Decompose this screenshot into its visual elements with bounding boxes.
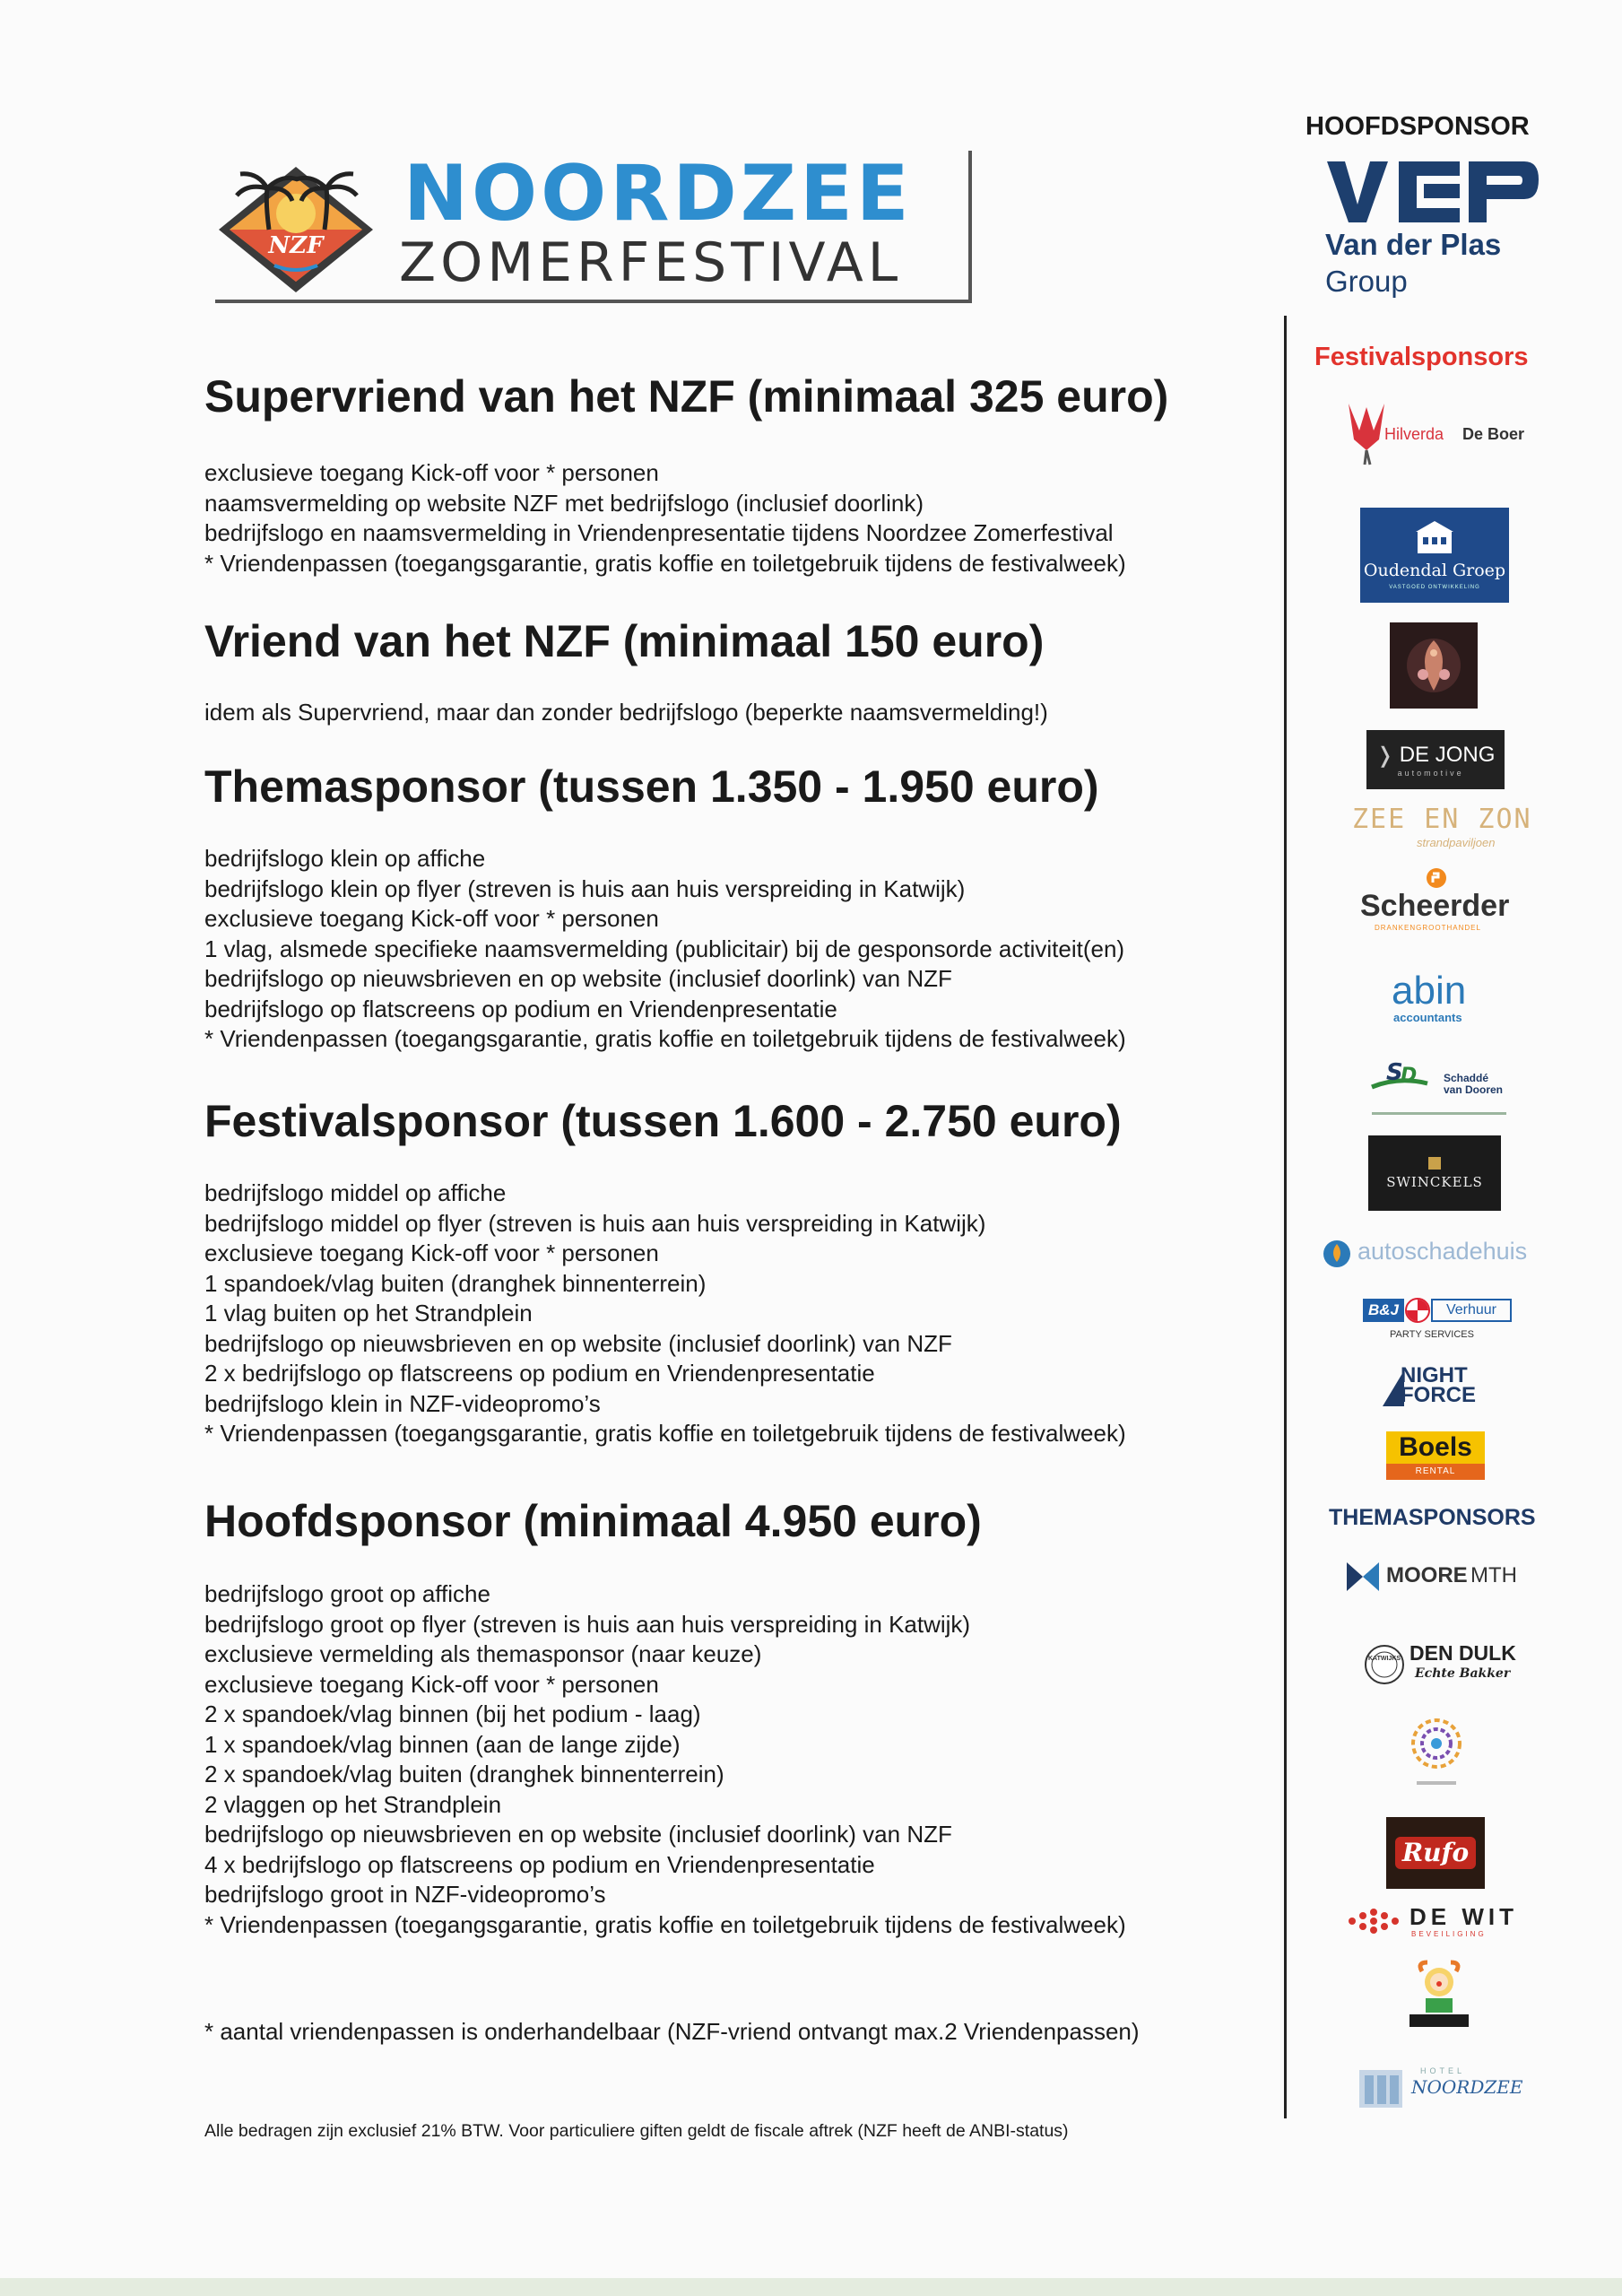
zeeenzon-logo bbox=[1352, 804, 1532, 855]
oudendal-building-icon bbox=[1414, 519, 1455, 555]
vdp-logo-icon bbox=[1325, 160, 1540, 224]
abin-name: abin bbox=[1392, 969, 1467, 1013]
tier-title-hoofdsponsor: Hoofdsponsor (minimaal 4.950 euro) bbox=[204, 1496, 982, 1546]
tier-list-vriend bbox=[204, 698, 1048, 728]
list-item: exclusieve toegang Kick-off voor * personen bbox=[204, 905, 659, 932]
hilverda-logo bbox=[1340, 395, 1546, 466]
list-item: bedrijfslogo op flatscreens op podium en Vriendenpresentatie bbox=[204, 995, 837, 1022]
scheerder-mark-icon bbox=[1425, 866, 1448, 890]
list-item: bedrijfslogo op nieuwsbrieven en op website (inclusief doorlink) van NZF bbox=[204, 1329, 952, 1357]
swinckels-crest-icon bbox=[1428, 1157, 1441, 1170]
logo-title: NOORDZEE bbox=[403, 149, 913, 239]
dejong-sub: automotive bbox=[1397, 768, 1464, 778]
dejong-logo bbox=[1366, 730, 1505, 789]
hotel-small: HOTEL bbox=[1420, 2066, 1466, 2075]
bj-name: B&J bbox=[1363, 1299, 1404, 1322]
list-item: bedrijfslogo groot op affiche bbox=[204, 1580, 490, 1607]
list-item: naamsvermelding op website NZF met bedrijfslogo (inclusief doorlink) bbox=[204, 489, 924, 517]
colorful-circle-icon bbox=[1399, 1713, 1474, 1797]
nzf-logo bbox=[215, 151, 968, 303]
autoschadehuis-name: autoschadehuis bbox=[1357, 1238, 1528, 1265]
swinckels-logo bbox=[1368, 1135, 1501, 1211]
list-item: bedrijfslogo klein op affiche bbox=[204, 845, 486, 872]
vriendenpassen-note: * aantal vriendenpassen is onderhandelbaar (NZF-vriend ontvangt max.2 Vriendenpassen) bbox=[204, 2018, 1140, 2045]
list-item: bedrijfslogo middel op flyer (streven is huis aan huis verspreiding in Katwijk) bbox=[204, 1209, 986, 1237]
boels-logo bbox=[1386, 1431, 1485, 1482]
dejong-mark-icon: ❭ bbox=[1375, 743, 1394, 768]
list-item: exclusieve vermelding als themasponsor (naar keuze) bbox=[204, 1640, 762, 1667]
page-bottom-edge bbox=[0, 2278, 1622, 2296]
dendulk-badge-icon bbox=[1363, 1643, 1406, 1686]
hotel-name: NOORDZEE bbox=[1411, 2076, 1523, 2098]
abin-logo bbox=[1390, 970, 1497, 1028]
scheerder-sub: DRANKENGROOTHANDEL bbox=[1375, 924, 1481, 932]
bj-sub: PARTY SERVICES bbox=[1390, 1329, 1474, 1340]
ornament-icon bbox=[1398, 630, 1470, 701]
dendulk-sub: Echte Bakker bbox=[1415, 1666, 1511, 1681]
list-item: bedrijfslogo op nieuwsbrieven en op website (inclusief doorlink) van NZF bbox=[204, 965, 952, 992]
themasponsors-heading: THEMASPONSORS bbox=[1329, 1505, 1536, 1530]
dendulk-name: DEN DULK bbox=[1409, 1641, 1516, 1665]
schadde-name-2: van Dooren bbox=[1444, 1083, 1504, 1096]
tier-list-festivalsponsor bbox=[204, 1178, 1126, 1449]
list-item: 1 x spandoek/vlag binnen (aan de lange zijde) bbox=[204, 1730, 681, 1758]
autoschadehuis-logo bbox=[1322, 1237, 1557, 1267]
decorative-sponsor-logo bbox=[1390, 622, 1478, 709]
list-item: * Vriendenpassen (toegangsgarantie, gratis koffie en toiletgebruik tijdens de festivalweek) bbox=[204, 1025, 1126, 1052]
list-item: bedrijfslogo klein in NZF-videopromo’s bbox=[204, 1389, 601, 1417]
dejong-name: DE JONG bbox=[1399, 743, 1496, 767]
schadde-logo bbox=[1368, 1057, 1512, 1123]
tier-title-vriend: Vriend van het NZF (minimaal 150 euro) bbox=[204, 616, 1045, 666]
dewit-name: DE WIT bbox=[1409, 1903, 1518, 1930]
list-item: 4 x bedrijfslogo op flatscreens op podium en Vriendenpresentatie bbox=[204, 1850, 875, 1878]
column-divider bbox=[1284, 316, 1287, 2118]
oudendal-sub: VASTGOED ONTWIKKELING bbox=[1389, 585, 1480, 590]
list-item: bedrijfslogo groot in NZF-videopromo’s bbox=[204, 1881, 606, 1908]
tier-title-supervriend: Supervriend van het NZF (minimaal 325 euro) bbox=[204, 371, 1169, 422]
list-item: bedrijfslogo klein op flyer (streven is huis aan huis verspreiding in Katwijk) bbox=[204, 874, 966, 902]
scheerder-name: Scheerder bbox=[1360, 889, 1510, 923]
dewit-sub: BEVEILIGING bbox=[1411, 1930, 1487, 1938]
bj-name-2: Verhuur bbox=[1431, 1299, 1512, 1322]
vdp-name: Van der Plas bbox=[1325, 228, 1502, 261]
tier-list-themasponsor bbox=[204, 844, 1126, 1055]
nightforce-name-2: FORCE bbox=[1401, 1383, 1476, 1407]
emblem-text: NZF bbox=[268, 232, 324, 259]
list-item: * Vriendenpassen (toegangsgarantie, gratis koffie en toiletgebruik tijdens de festivalweek) bbox=[204, 1420, 1126, 1447]
list-item: exclusieve toegang Kick-off voor * personen bbox=[204, 1239, 659, 1266]
hilverda-name: Hilverda bbox=[1384, 425, 1444, 443]
schadde-underline bbox=[1372, 1112, 1506, 1115]
logo-frame-line bbox=[968, 151, 972, 303]
bj-verhuur-logo bbox=[1363, 1299, 1515, 1345]
list-item: bedrijfslogo op nieuwsbrieven en op website (inclusief doorlink) van NZF bbox=[204, 1821, 952, 1848]
oudendal-name: Oudendal Groep bbox=[1363, 561, 1506, 580]
logo-subtitle: ZOMERFESTIVAL bbox=[399, 231, 903, 294]
boels-name: Boels bbox=[1386, 1431, 1485, 1464]
stichting-circle-logo bbox=[1399, 1713, 1474, 1797]
moore-name-2: MTH bbox=[1470, 1563, 1517, 1587]
list-item: bedrijfslogo middel op affiche bbox=[204, 1179, 507, 1206]
rufo-logo bbox=[1386, 1817, 1485, 1889]
festivalsponsors-heading: Festivalsponsors bbox=[1314, 343, 1529, 371]
list-item: 2 x bedrijfslogo op flatscreens op podium en Vriendenpresentatie bbox=[204, 1360, 875, 1387]
hilverda-name-2: De Boer bbox=[1462, 425, 1525, 443]
swinckels-name: SWINCKELS bbox=[1386, 1173, 1483, 1190]
dewit-logo bbox=[1345, 1903, 1533, 1944]
tier-title-festivalsponsor: Festivalsponsor (tussen 1.600 - 2.750 euro) bbox=[204, 1096, 1122, 1146]
clown-icon bbox=[1399, 1959, 1479, 2034]
list-item: 1 vlag, alsmede specifieke naamsvermelding (publicitair) bij de gesponsorde activiteit(en) bbox=[204, 935, 1125, 962]
schadde-name: Schaddé bbox=[1444, 1072, 1489, 1084]
list-item: * Vriendenpassen (toegangsgarantie, gratis koffie en toiletgebruik tijdens de festivalweek) bbox=[204, 549, 1126, 577]
scheerder-logo bbox=[1360, 866, 1518, 940]
list-item: bedrijfslogo en naamsvermelding in Vriendenpresentatie tijdens Noordzee Zomerfestival bbox=[204, 519, 1114, 546]
list-item: exclusieve toegang Kick-off voor * personen bbox=[204, 1670, 659, 1698]
moore-logo bbox=[1345, 1561, 1533, 1593]
list-item: 1 spandoek/vlag buiten (dranghek binnenterrein) bbox=[204, 1269, 707, 1297]
list-item: bedrijfslogo groot op flyer (streven is huis aan huis verspreiding in Katwijk) bbox=[204, 1610, 971, 1638]
dewit-dots-icon bbox=[1345, 1907, 1404, 1934]
oudendal-logo bbox=[1360, 508, 1509, 603]
list-item: exclusieve toegang Kick-off voor * personen bbox=[204, 459, 659, 486]
zeeenzon-name: ZEE EN ZON bbox=[1352, 804, 1532, 835]
tier-list-supervriend bbox=[204, 458, 1126, 578]
rufo-name: Rufo bbox=[1395, 1837, 1476, 1869]
moore-name: MOORE bbox=[1386, 1563, 1468, 1587]
hotel-building-icon bbox=[1357, 2061, 1404, 2109]
nzf-emblem-icon bbox=[215, 160, 377, 294]
hotel-noordzee-logo bbox=[1357, 2061, 1523, 2109]
nightforce-logo bbox=[1381, 1365, 1496, 1415]
tier-list-hoofdsponsor bbox=[204, 1579, 1126, 1940]
autoschadehuis-mark-icon bbox=[1322, 1239, 1352, 1269]
nightforce-name: NIGHT bbox=[1401, 1363, 1468, 1387]
zeeenzon-sub: strandpaviljoen bbox=[1417, 836, 1496, 849]
dendulk-logo bbox=[1363, 1638, 1516, 1695]
list-item: 1 vlag buiten op het Strandplein bbox=[204, 1300, 533, 1326]
clown-logo bbox=[1399, 1959, 1479, 2034]
boels-sub: RENTAL bbox=[1386, 1464, 1485, 1480]
list-item: 2 vlaggen op het Strandplein bbox=[204, 1790, 502, 1818]
list-item: 2 x spandoek/vlag buiten (dranghek binnenterrein) bbox=[204, 1761, 724, 1787]
list-item: idem als Supervriend, maar dan zonder bedrijfslogo (beperkte naamsvermelding!) bbox=[204, 699, 1048, 726]
bj-pinwheel-icon bbox=[1404, 1297, 1431, 1324]
tier-title-themasponsor: Themasponsor (tussen 1.350 - 1.950 euro) bbox=[204, 761, 1099, 812]
dendulk-badge-text: KATWIJKS bbox=[1368, 1656, 1401, 1662]
btw-footer-note: Alle bedragen zijn exclusief 21% BTW. Voor particuliere giften geldt de fiscale aftrek (NZF heeft de ANBI-status) bbox=[204, 2121, 1069, 2141]
moore-bowtie-icon bbox=[1345, 1561, 1381, 1593]
vdp-group: Group bbox=[1325, 265, 1408, 298]
hoofdsponsor-heading: HOOFDSPONSOR bbox=[1305, 112, 1530, 141]
list-item: * Vriendenpassen (toegangsgarantie, gratis koffie en toiletgebruik tijdens de festivalweek) bbox=[204, 1910, 1126, 1938]
abin-sub: accountants bbox=[1393, 1011, 1462, 1024]
svg-text:S: S bbox=[1386, 1059, 1403, 1086]
schadde-swoosh-icon bbox=[1368, 1057, 1431, 1094]
list-item: 2 x spandoek/vlag binnen (bij het podium - laag) bbox=[204, 1700, 701, 1727]
svg-text:D: D bbox=[1401, 1065, 1418, 1087]
